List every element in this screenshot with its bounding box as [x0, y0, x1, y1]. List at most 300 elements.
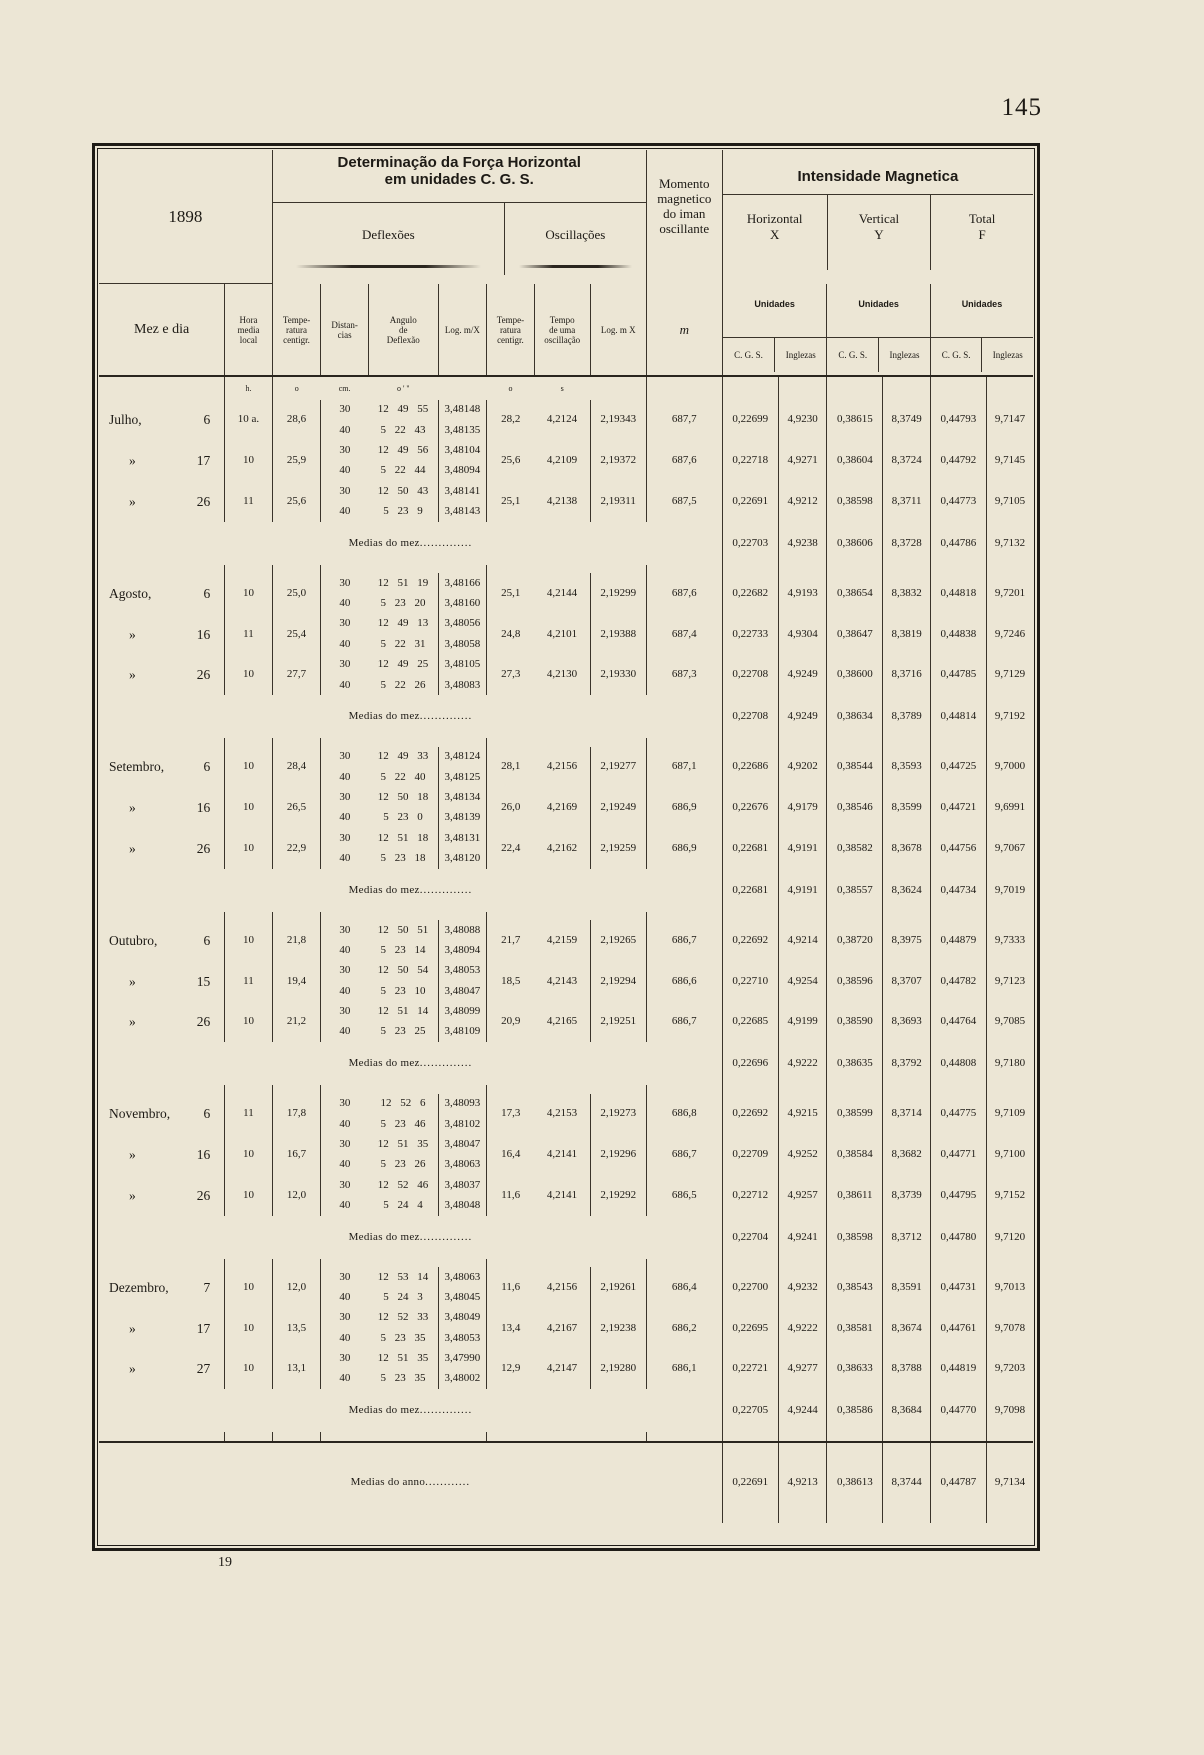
vertical-inglezas: 8,3832 — [883, 573, 931, 614]
hora-media: 10 — [225, 1348, 273, 1389]
vertical-label: Vertical — [858, 211, 900, 226]
total-inglezas: 9,6991 — [994, 801, 1026, 814]
distancia: 40 — [339, 1331, 351, 1344]
total-cgs: 0,44725 — [930, 747, 986, 788]
hora-header — [225, 284, 273, 376]
mean-total-inglezas: 9,7180 — [994, 1057, 1026, 1070]
hora-line3: local — [239, 334, 258, 345]
angulo-deflexao: 12 51 14 — [368, 1001, 438, 1021]
year-mean-tf: 0,44787 — [930, 1442, 986, 1523]
spacer-row — [99, 912, 1033, 921]
hora-media: 10 — [225, 828, 273, 869]
inglezas-label: Inglezas — [785, 350, 816, 360]
horizontal-cgs: 0,22692 — [722, 1094, 778, 1135]
mean-total-inglezas: 9,7120 — [994, 1230, 1026, 1243]
temperatura-oscillacao: 18,5 — [501, 974, 521, 987]
month-mean-row — [99, 522, 1033, 565]
month-name: Julho, — [109, 412, 142, 428]
table-row — [99, 1267, 1033, 1287]
temperatura-deflexao: 13,1 — [272, 1348, 321, 1389]
month-day — [99, 1001, 225, 1042]
month-day — [99, 614, 225, 655]
log-m-over-x: 3,48141 — [438, 481, 487, 501]
angulo-deflexao: 12 50 18 — [368, 787, 438, 807]
horizontal-cgs: 0,22700 — [722, 1267, 778, 1308]
month-day — [99, 655, 225, 696]
angulo-deflexao: 5 23 0 — [368, 808, 438, 828]
momento-line3: do iman — [663, 206, 706, 221]
page-number: 145 — [1001, 94, 1042, 121]
tempo-oscillacao: 4,2144 — [534, 573, 590, 614]
horizontal-inglezas: 4,9249 — [778, 655, 827, 696]
horizontal-cgs: 0,22699 — [722, 400, 778, 441]
force-horizontal-table — [99, 150, 1033, 1544]
momento-line1: Momento — [658, 176, 710, 191]
vertical-cgs: 0,38633 — [827, 1348, 883, 1389]
month-mean-label — [99, 522, 722, 565]
total-cgs: 0,44782 — [930, 961, 986, 1002]
mean-total-cgs: 0,44808 — [930, 1042, 986, 1085]
momento-symbol: m — [646, 284, 722, 376]
tempo-oscillacao: 4,2141 — [534, 1134, 590, 1175]
year-mean-row — [99, 1442, 1033, 1523]
month-mean-row — [99, 1389, 1033, 1432]
units-total — [930, 284, 1033, 376]
distancia: 40 — [339, 1291, 351, 1304]
log-m-times-x: 2,19265 — [590, 920, 646, 961]
day-number: 15 — [196, 973, 211, 989]
distancia: 30 — [339, 964, 351, 977]
log-m-over-x: 3,48056 — [438, 614, 487, 634]
temperatura-oscillacao: 11,6 — [501, 1280, 521, 1293]
total-cgs: 0,44775 — [930, 1094, 986, 1135]
distancia: 30 — [339, 1005, 351, 1018]
mean-label-text: Medias do mez — [348, 1057, 420, 1070]
log-m-over-x: 3,48135 — [438, 420, 487, 440]
tempo-oscillacao: 4,2165 — [534, 1001, 590, 1042]
angulo-deflexao: 12 52 6 — [368, 1094, 438, 1114]
hora-media: 10 — [225, 1267, 273, 1308]
deflexoes-header — [273, 203, 505, 275]
month-day — [99, 1094, 225, 1135]
horizontal-cgs: 0,22695 — [722, 1308, 778, 1349]
mean-vertical-cgs: 0,38606 — [827, 522, 883, 565]
ditto-mark: » — [129, 840, 136, 856]
vertical-inglezas: 8,3707 — [883, 961, 931, 1002]
tempo-oscillacao: 4,2124 — [534, 400, 590, 441]
log-m-over-x: 3,47990 — [438, 1348, 487, 1368]
total-inglezas: 9,7100 — [994, 1148, 1026, 1161]
hora-media: 10 — [225, 920, 273, 961]
hora-media: 10 — [225, 747, 273, 788]
angulo-deflexao: 5 22 40 — [368, 767, 438, 787]
log-m-times-x: 2,19280 — [590, 1348, 646, 1389]
log-m-times-x: 2,19299 — [590, 573, 646, 614]
horizontal-inglezas: 4,9304 — [778, 614, 827, 655]
distancia: 30 — [339, 1270, 351, 1283]
log-m-times-x: 2,19372 — [590, 440, 646, 481]
day-number: 7 — [203, 1279, 211, 1295]
table-row — [99, 747, 1033, 767]
month-day — [99, 573, 225, 614]
mean-vertical-cgs: 0,38598 — [827, 1216, 883, 1259]
vertical-cgs: 0,38654 — [827, 573, 883, 614]
distancia: 40 — [339, 464, 351, 477]
horizontal-label: Horizontal — [746, 211, 803, 226]
month-mean-label — [99, 869, 722, 912]
momento-line2: magnetico — [657, 191, 712, 206]
temperatura-deflexao: 17,8 — [272, 1094, 321, 1135]
momento-magnetico: 686,7 — [646, 1001, 722, 1042]
temperatura-deflexao: 22,9 — [272, 828, 321, 869]
log-m-over-x: 3,48063 — [438, 1155, 487, 1175]
table-row — [99, 1308, 1033, 1328]
momento-magnetico: 686,2 — [646, 1308, 722, 1349]
leader-dots: .............. — [419, 1057, 473, 1070]
month-mean-row — [99, 1216, 1033, 1259]
temperatura-oscillacao: 28,2 — [501, 413, 521, 426]
horizontal-header — [723, 195, 828, 270]
distancia: 40 — [339, 678, 351, 691]
log-m-times-x: 2,19238 — [590, 1308, 646, 1349]
temperatura-deflexao: 25,0 — [272, 573, 321, 614]
angulo-deflexao: 12 52 46 — [368, 1175, 438, 1195]
month-name: Outubro, — [109, 932, 158, 948]
tempo-oscillacao: 4,2130 — [534, 655, 590, 696]
inglezas-label: Inglezas — [992, 350, 1023, 360]
vertical-cgs: 0,38543 — [827, 1267, 883, 1308]
angulo-deflexao: 12 51 35 — [368, 1348, 438, 1368]
total-inglezas: 9,7129 — [994, 668, 1026, 681]
temperatura-oscillacao: 25,1 — [501, 494, 521, 507]
year-mean-hx: 0,22691 — [722, 1442, 778, 1523]
mean-horizontal-cgs: 0,22708 — [722, 695, 778, 738]
log-m-times-x: 2,19259 — [590, 828, 646, 869]
ditto-mark: » — [129, 973, 136, 989]
hora-media: 10 — [225, 1134, 273, 1175]
inglezas-label: Inglezas — [889, 350, 920, 360]
temperatura-deflexao: 28,4 — [272, 747, 321, 788]
tempo-oscillacao: 4,2153 — [534, 1094, 590, 1135]
table-row — [99, 1134, 1033, 1154]
total-symbol: F — [978, 227, 986, 242]
distancia: 40 — [339, 852, 351, 864]
vertical-inglezas: 8,3591 — [883, 1267, 931, 1308]
distancia: 30 — [339, 1352, 351, 1365]
swash-ornament — [519, 265, 632, 268]
distancia: 40 — [339, 984, 351, 997]
angulo-deflexao: 12 51 19 — [368, 573, 438, 593]
temperatura-oscillacao: 16,4 — [501, 1148, 521, 1161]
table-row — [99, 1348, 1033, 1368]
temperatura-oscillacao: 13,4 — [501, 1321, 521, 1334]
temperatura-deflexao: 21,8 — [272, 920, 321, 961]
table-header — [99, 150, 1033, 376]
tempo-oscillacao: 4,2159 — [534, 920, 590, 961]
vertical-inglezas: 8,3724 — [883, 440, 931, 481]
tempo-oscillacao: 4,2138 — [534, 481, 590, 522]
month-mean-label — [99, 1216, 722, 1259]
month-mean-row — [99, 695, 1033, 738]
distancia: 30 — [339, 576, 351, 589]
tempo-line2: de uma — [549, 324, 576, 335]
angulo-deflexao: 5 24 4 — [368, 1195, 438, 1215]
total-cgs: 0,44795 — [930, 1175, 986, 1216]
month-name: Agosto, — [109, 585, 152, 601]
intensidade-title: Intensidade Magnetica — [723, 150, 1033, 195]
units-row — [99, 376, 1033, 400]
month-day — [99, 1308, 225, 1349]
ditto-mark: » — [129, 453, 136, 469]
mean-horizontal-cgs: 0,22696 — [722, 1042, 778, 1085]
temperatura-deflexao: 12,0 — [272, 1267, 321, 1308]
main-title-line1: Determinação da Força Horizontal — [337, 154, 581, 171]
total-header — [931, 195, 1033, 270]
mean-horizontal-inglezas: 4,9241 — [778, 1216, 827, 1259]
momento-magnetico: 686,5 — [646, 1175, 722, 1216]
total-inglezas: 9,7147 — [994, 413, 1026, 426]
ditto-mark: » — [129, 667, 136, 683]
tempo-oscillacao: 4,2162 — [534, 828, 590, 869]
deflexoes-label: Deflexões — [361, 227, 415, 242]
month-day — [99, 481, 225, 522]
vertical-inglezas: 8,3599 — [883, 787, 931, 828]
horizontal-inglezas: 4,9191 — [778, 828, 827, 869]
horizontal-symbol: X — [769, 227, 780, 242]
distancia: 40 — [339, 637, 351, 650]
total-label: Total — [968, 211, 996, 226]
total-inglezas: 9,7000 — [994, 760, 1026, 773]
log-m-over-x: 3,48094 — [438, 940, 487, 960]
year-mean-label — [99, 1442, 722, 1523]
distancia: 30 — [339, 444, 351, 456]
log-m-over-x: 3,48104 — [438, 440, 487, 460]
log-m-over-x: 3,48047 — [438, 981, 487, 1001]
month-day — [99, 1134, 225, 1175]
horizontal-inglezas: 4,9257 — [778, 1175, 827, 1216]
vertical-inglezas: 8,3593 — [883, 747, 931, 788]
oscillacoes-label: Oscillações — [545, 227, 606, 242]
unit-cm: cm. — [338, 383, 351, 393]
mean-horizontal-cgs: 0,22704 — [722, 1216, 778, 1259]
total-cgs: 0,44879 — [930, 920, 986, 961]
year-mean-vyi: 8,3744 — [883, 1442, 931, 1523]
log-m-over-x: 3,48131 — [438, 828, 487, 848]
leader-dots: .............. — [419, 1230, 473, 1243]
mean-total-cgs: 0,44786 — [930, 522, 986, 565]
horizontal-cgs: 0,22709 — [722, 1134, 778, 1175]
distancia: 40 — [339, 944, 351, 957]
distancias-header — [321, 284, 369, 376]
ditto-mark: » — [129, 1320, 136, 1336]
horizontal-inglezas: 4,9254 — [778, 961, 827, 1002]
vertical-inglezas: 8,3682 — [883, 1134, 931, 1175]
table-row — [99, 655, 1033, 675]
mean-vertical-inglezas: 8,3624 — [883, 869, 931, 912]
log-m-over-x: 3,48166 — [438, 573, 487, 593]
day-number: 26 — [196, 1014, 211, 1030]
temp-line3: centigr. — [497, 334, 524, 345]
dist-line2: cias — [337, 329, 352, 340]
ditto-mark: » — [129, 1361, 136, 1377]
log-m-over-x: 3,48002 — [438, 1369, 487, 1389]
hora-media: 11 — [225, 961, 273, 1002]
month-mean-row — [99, 869, 1033, 912]
horizontal-inglezas: 4,9230 — [778, 400, 827, 441]
mean-total-inglezas: 9,7132 — [994, 536, 1026, 549]
temperatura-deflexao: 12,0 — [272, 1175, 321, 1216]
angulo-deflexao: 12 51 35 — [368, 1134, 438, 1154]
temperatura-oscillacao: 26,0 — [501, 801, 521, 814]
vertical-cgs: 0,38546 — [827, 787, 883, 828]
table-row — [99, 1001, 1033, 1021]
angulo-deflexao: 12 50 54 — [368, 961, 438, 981]
year-mean-text: Medias do anno — [350, 1476, 426, 1489]
total-inglezas: 9,7013 — [994, 1280, 1026, 1293]
angulo-header — [368, 284, 438, 376]
momento-magnetico: 686,8 — [646, 1094, 722, 1135]
angulo-deflexao: 5 24 3 — [368, 1287, 438, 1307]
mean-vertical-cgs: 0,38635 — [827, 1042, 883, 1085]
horizontal-inglezas: 4,9277 — [778, 1348, 827, 1389]
month-day — [99, 1175, 225, 1216]
day-number: 16 — [196, 626, 211, 642]
hora-media: 11 — [225, 614, 273, 655]
day-number: 6 — [203, 1106, 211, 1122]
hora-media: 10 — [225, 440, 273, 481]
angulo-deflexao: 12 49 25 — [368, 655, 438, 675]
horizontal-inglezas: 4,9271 — [778, 440, 827, 481]
temp-line1: Tempe- — [282, 314, 311, 325]
distancia: 30 — [339, 1178, 351, 1191]
mean-label-text: Medias do mez — [348, 1230, 420, 1243]
momento-magnetico: 687,6 — [646, 440, 722, 481]
temperatura-oscillacao: 27,3 — [501, 668, 521, 681]
vertical-inglezas: 8,3674 — [883, 1308, 931, 1349]
horizontal-inglezas: 4,9252 — [778, 1134, 827, 1175]
mean-horizontal-cgs: 0,22705 — [722, 1389, 778, 1432]
month-day — [99, 787, 225, 828]
day-number: 6 — [203, 759, 211, 775]
vertical-inglezas: 8,3693 — [883, 1001, 931, 1042]
tempo-oscillacao: 4,2156 — [534, 1267, 590, 1308]
ditto-mark: » — [129, 1014, 136, 1030]
log-m-over-x: 3,48094 — [438, 461, 487, 481]
total-cgs: 0,44731 — [930, 1267, 986, 1308]
horizontal-cgs: 0,22721 — [722, 1348, 778, 1389]
vertical-cgs: 0,38604 — [827, 440, 883, 481]
leader-dots: .............. — [419, 536, 473, 549]
log-m-x-header: Log. m/X — [438, 284, 487, 376]
mean-horizontal-cgs: 0,22703 — [722, 522, 778, 565]
hora-media: 10 — [225, 1175, 273, 1216]
tempo-oscillacao: 4,2156 — [534, 747, 590, 788]
tempo-header — [534, 284, 590, 376]
year-mean-hxi: 4,9213 — [778, 1442, 827, 1523]
log-m-over-x: 3,48047 — [438, 1134, 487, 1154]
log-m-times-x: 2,19294 — [590, 961, 646, 1002]
mean-label-text: Medias do mez — [348, 536, 420, 549]
log-m-over-x: 3,48102 — [438, 1114, 487, 1134]
log-m-over-x: 3,48063 — [438, 1267, 487, 1287]
mean-label-text: Medias do mez — [348, 1404, 420, 1417]
month-day — [99, 1267, 225, 1308]
mean-horizontal-inglezas: 4,9238 — [778, 522, 827, 565]
distancia: 30 — [339, 790, 351, 803]
log-m-over-x: 3,48049 — [438, 1308, 487, 1328]
vertical-cgs: 0,38600 — [827, 655, 883, 696]
mean-vertical-inglezas: 8,3792 — [883, 1042, 931, 1085]
vertical-cgs: 0,38611 — [827, 1175, 883, 1216]
spacer-row — [99, 1085, 1033, 1094]
ditto-mark: » — [129, 626, 136, 642]
intensidade-components — [723, 195, 1033, 270]
main-title — [272, 150, 646, 284]
tempo-oscillacao: 4,2147 — [534, 1348, 590, 1389]
log-m-over-x: 3,48053 — [438, 1328, 487, 1348]
month-mean-label — [99, 695, 722, 738]
log-m-times-x: 2,19261 — [590, 1267, 646, 1308]
temperatura-deflexao: 16,7 — [272, 1134, 321, 1175]
ditto-mark: » — [129, 1147, 136, 1163]
month-day — [99, 400, 225, 441]
log-m-over-x: 3,48120 — [438, 848, 487, 868]
ditto-mark: » — [129, 800, 136, 816]
hora-media: 10 — [225, 655, 273, 696]
temperatura-deflexao: 25,9 — [272, 440, 321, 481]
distancia: 40 — [339, 1198, 351, 1211]
temperatura-oscillacao: 25,6 — [501, 454, 521, 467]
log-m-times-x: 2,19292 — [590, 1175, 646, 1216]
distancia: 30 — [339, 484, 351, 497]
total-cgs: 0,44819 — [930, 1348, 986, 1389]
mez-dia-header: Mez e dia — [99, 284, 225, 376]
total-cgs: 0,44838 — [930, 614, 986, 655]
tempo-oscillacao: 4,2141 — [534, 1175, 590, 1216]
distancia: 40 — [339, 423, 351, 436]
distancia: 30 — [339, 923, 351, 936]
horizontal-cgs: 0,22708 — [722, 655, 778, 696]
ditto-mark: » — [129, 1187, 136, 1203]
table-row — [99, 573, 1033, 593]
total-inglezas: 9,7333 — [994, 933, 1026, 946]
mean-total-inglezas: 9,7019 — [994, 883, 1026, 896]
horizontal-inglezas: 4,9179 — [778, 787, 827, 828]
total-inglezas: 9,7067 — [994, 841, 1026, 854]
log-m-over-x: 3,48093 — [438, 1094, 487, 1114]
distancia: 40 — [339, 1117, 351, 1130]
total-inglezas: 9,7246 — [994, 627, 1026, 640]
month-mean-label — [99, 1389, 722, 1432]
hora-media: 10 a. — [225, 400, 273, 441]
day-number: 26 — [196, 493, 211, 509]
vertical-inglezas: 8,3788 — [883, 1348, 931, 1389]
total-cgs: 0,44721 — [930, 787, 986, 828]
vertical-cgs: 0,38599 — [827, 1094, 883, 1135]
dist-line1: Distan- — [331, 319, 358, 330]
mean-label-text: Medias do mez — [348, 883, 420, 896]
angulo-deflexao: 5 22 44 — [368, 461, 438, 481]
unit-angle: o ' '' — [397, 383, 410, 393]
temperatura-oscillacao: 24,8 — [501, 627, 521, 640]
temperatura-deflexao: 27,7 — [272, 655, 321, 696]
momento-magnetico: 687,6 — [646, 573, 722, 614]
vertical-header — [828, 195, 932, 270]
total-inglezas: 9,7123 — [994, 974, 1026, 987]
year-mean-tfi: 9,7134 — [986, 1442, 1033, 1523]
momento-magnetico: 686,7 — [646, 920, 722, 961]
temperatura-deflexao: 26,5 — [272, 787, 321, 828]
